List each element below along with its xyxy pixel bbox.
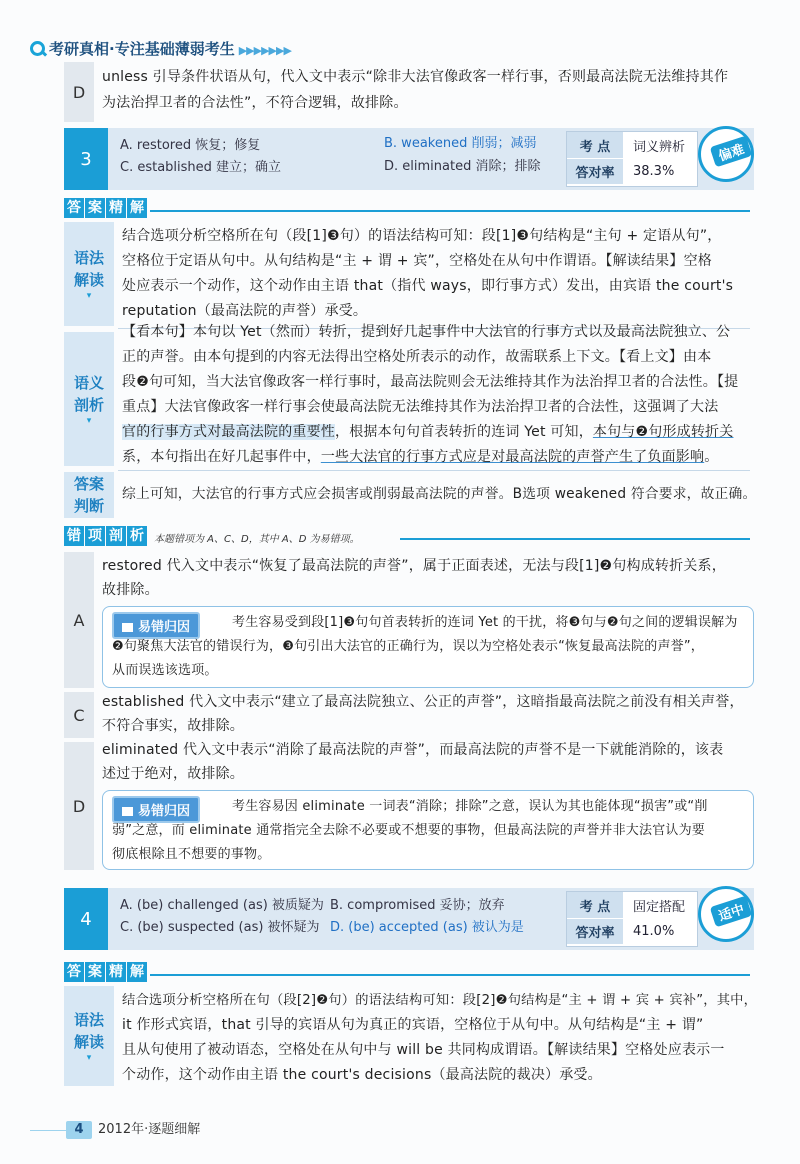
- q4-grammar-line-3: 且从句使用了被动语态，空格处在从句中与 will be 共同构成谓语。【解读结果】空格处应表示一: [122, 1042, 725, 1058]
- notebook-icon: [122, 623, 133, 632]
- heading-char: 答: [64, 962, 84, 982]
- q4-rate-label: 答对率: [567, 919, 623, 944]
- error-c-letter: C: [64, 692, 94, 738]
- q3-rate-value: 38.3%: [633, 164, 675, 179]
- tag-label: 易错归因: [138, 804, 191, 819]
- chevron-down-icon: ▾: [86, 1053, 92, 1063]
- heading-char: 答: [64, 198, 84, 218]
- error-a-line-2: 故排除。: [102, 582, 159, 598]
- error-d-letter: D: [64, 742, 94, 870]
- q4-option-d: D. (be) accepted (as) 被认为是: [330, 920, 524, 935]
- q3-grammar-line-3: 处应表示一个动作，这个动作由主语 that（指代 ways，即行事方式）发出，由宾语 the court's: [122, 278, 734, 294]
- question-3-number: 3: [64, 128, 108, 190]
- tag-label: 易错归因: [138, 620, 191, 635]
- error-c-line-1: established 代入文中表示“建立了最高法院独立、公正的声誉”，这暗指最高法院之前没有相关声誉，: [102, 694, 744, 710]
- q3-grammar-side-label: [64, 222, 114, 326]
- footer-rule: [30, 1130, 66, 1131]
- error-a-cause-line-2: ❷句聚焦大法官的错误行为，❸句引出大法官的正确行为，误以为空格处表示“恢复最高法院的声誉”，: [112, 639, 704, 654]
- q4-grammar-line-4: 个动作，这个动作由主语 the court's decisions（最高法院的裁决）承受。: [122, 1067, 602, 1083]
- q3-option-d: D. eliminated 消除；排除: [384, 159, 541, 174]
- q3-grammar-line-1: 结合选项分析空格所在句（段[1]❸句）的语法结构可知：段[1]❸句结构是“主句 + 定语从句”，: [122, 228, 722, 244]
- highlight: 官的行事方式对最高法院的重要性: [122, 424, 335, 440]
- q3-rate-label: 答对率: [567, 159, 623, 184]
- q3-grammar-line-4: reputation（最高法院的声誉）承受。: [122, 303, 368, 319]
- q4-option-b: B. compromised 妥协；放弃: [330, 898, 505, 913]
- error-note: 本题错项为 A、C、D，其中 A、D 为易错项。: [154, 534, 360, 545]
- error-d-line-2: 述过于绝对，故排除。: [102, 766, 244, 782]
- section-rule: [400, 538, 750, 540]
- q4-grammar-line-1: 结合选项分析空格所在句（段[2]❷句）的语法结构可知：段[2]❷句结构是“主 + 谓 + 宾 + 宾补”，其中，: [122, 993, 758, 1008]
- error-a-letter: A: [64, 552, 94, 688]
- notebook-icon: [122, 807, 133, 816]
- error-d-line-1: eliminated 代入文中表示“消除了最高法院的声誉”，而最高法院的声誉不是一下就能消除的，该表: [102, 742, 724, 758]
- side-label-line: 解读: [73, 271, 104, 289]
- error-analysis-heading: [64, 526, 148, 546]
- heading-char: 析: [127, 526, 147, 546]
- side-label-line: 判断: [73, 497, 104, 515]
- side-label-line: 解读: [73, 1033, 104, 1051]
- page-header: [30, 38, 291, 60]
- underline: 本句与❷句形成转折关: [592, 424, 734, 440]
- text-span: 。: [704, 449, 719, 465]
- answer-analysis-heading-q4: [64, 962, 148, 982]
- heading-char: 案: [85, 962, 105, 982]
- header-title: 考研真相·专注基础薄弱考生: [49, 40, 235, 58]
- q3-semantic-line-3: 段❷句可知，当大法官像政客一样行事时，最高法院则会无法维持其作为法治捍卫者的合法性。【提: [122, 374, 739, 390]
- q4-rate-value: 41.0%: [633, 924, 675, 939]
- q4-grammar-line-2: it 作形式宾语，that 引导的宾语从句为真正的宾语，空格位于从句中。从句结构是“主 + 谓”: [122, 1017, 704, 1033]
- magnifier-icon: [30, 41, 45, 56]
- error-d-cause-line-1: 考生容易因 eliminate 一词表“消除；排除”之意，误认为其也能体现“损害”或“削: [232, 799, 708, 814]
- heading-char: 精: [106, 198, 126, 218]
- heading-char: 剖: [106, 526, 126, 546]
- heading-char: 错: [64, 526, 84, 546]
- text-span: 系，本句指出在好几起事件中，: [122, 449, 321, 465]
- heading-char: 解: [127, 198, 147, 218]
- footer-text: 2012年·逐题细解: [98, 1122, 201, 1137]
- error-d-cause-line-3: 彻底根除且不想要的事物。: [112, 847, 271, 862]
- q3-point-value: 词义辨析: [633, 139, 686, 155]
- error-a-line-1: restored 代入文中表示“恢复了最高法院的声誉”，属于正面表述，无法与段[1]❷句构成转折关系，: [102, 558, 726, 574]
- q3-semantic-line-6: [122, 445, 718, 470]
- heading-char: 项: [85, 526, 105, 546]
- top-d-line-1: unless 引导条件状语从句，代入文中表示“除非大法官像政客一样行事，否则最高法院无法维持其作: [102, 69, 729, 85]
- q3-option-b: B. weakened 削弱；减弱: [384, 136, 537, 151]
- q3-option-c: C. established 建立；确立: [120, 160, 282, 175]
- q3-semantic-line-1: 【看本句】本句以 Yet（然而）转折，提到好几起事件中大法官的行事方式以及最高法院独立、公: [122, 324, 731, 340]
- q4-option-a: A. (be) challenged (as) 被质疑为: [120, 898, 324, 913]
- section-rule: [150, 974, 750, 976]
- q3-point-label: 考 点: [567, 132, 623, 158]
- side-label-line: 语法: [73, 1011, 104, 1029]
- page-number: 4: [66, 1121, 92, 1139]
- q3-grammar-line-2: 空格位于定语从句中。从句结构是“主 + 谓 + 宾”，空格处在从句中作谓语。【解读结果】空格: [122, 253, 712, 269]
- q4-difficulty-tag: 适中: [710, 896, 753, 928]
- error-a-cause-line-3: 从而误选该选项。: [112, 663, 218, 678]
- section-rule: [150, 210, 750, 212]
- chevron-down-icon: ▾: [86, 291, 92, 301]
- q3-option-a: A. restored 恢复；修复: [120, 138, 261, 153]
- top-option-letter: D: [64, 62, 94, 122]
- side-label-line: 语义: [73, 374, 104, 392]
- top-d-line-2: 为法治捍卫者的合法性”，不符合逻辑，故排除。: [102, 95, 408, 111]
- q3-semantic-side-label: [64, 332, 114, 466]
- underline: 一些大法官的行事方式应是对最高法院的声誉产生了负面影响: [320, 449, 705, 465]
- side-label-line: 剖析: [73, 396, 104, 414]
- error-d-cause-line-2: 弱”之意，而 eliminate 通常指完全去除不必要或不想要的事物，但最高法院的声誉并非大法官认为要: [112, 823, 705, 838]
- header-arrows-icon: ▶▶▶▶▶▶▶: [238, 44, 291, 57]
- error-a-cause-line-1: 考生容易受到段[1]❸句句首表转折的连词 Yet 的干扰，将❸句与❷句之间的逻辑误解为: [232, 615, 738, 630]
- heading-char: 精: [106, 962, 126, 982]
- side-label-line: 答案: [73, 475, 104, 493]
- q3-semantic-line-5: [122, 420, 733, 445]
- text-span: ，根据本句句首表转折的连词 Yet 可知，: [335, 424, 593, 440]
- error-c-line-2: 不符合事实，故排除。: [102, 718, 244, 734]
- q3-semantic-line-4: 重点】大法官像政客一样行事会使最高法院无法维持其作为法治捍卫者的合法性，这强调了大法: [122, 399, 719, 415]
- heading-char: 解: [127, 962, 147, 982]
- question-4-number: 4: [64, 888, 108, 950]
- q3-judge-text: 综上可知，大法官的行事方式应会损害或削弱最高法院的声誉。B选项 weakened 符合要求，故正确。: [122, 486, 757, 502]
- chevron-down-icon: ▾: [86, 416, 92, 426]
- divider: [118, 470, 750, 471]
- side-label-line: 语法: [73, 249, 104, 267]
- q4-point-value: 固定搭配: [633, 899, 686, 915]
- q3-difficulty-tag: 偏难: [710, 136, 753, 168]
- q4-option-c: C. (be) suspected (as) 被怀疑为: [120, 920, 320, 935]
- answer-analysis-heading: [64, 198, 148, 218]
- q3-semantic-line-2: 正的声誉。由本句提到的内容无法得出空格处所表示的动作，故需联系上下文。【看上文】由本: [122, 349, 712, 365]
- heading-char: 案: [85, 198, 105, 218]
- q4-point-label: 考 点: [567, 892, 623, 918]
- q3-judge-side-label: [64, 472, 114, 518]
- q4-grammar-side-label: [64, 986, 114, 1086]
